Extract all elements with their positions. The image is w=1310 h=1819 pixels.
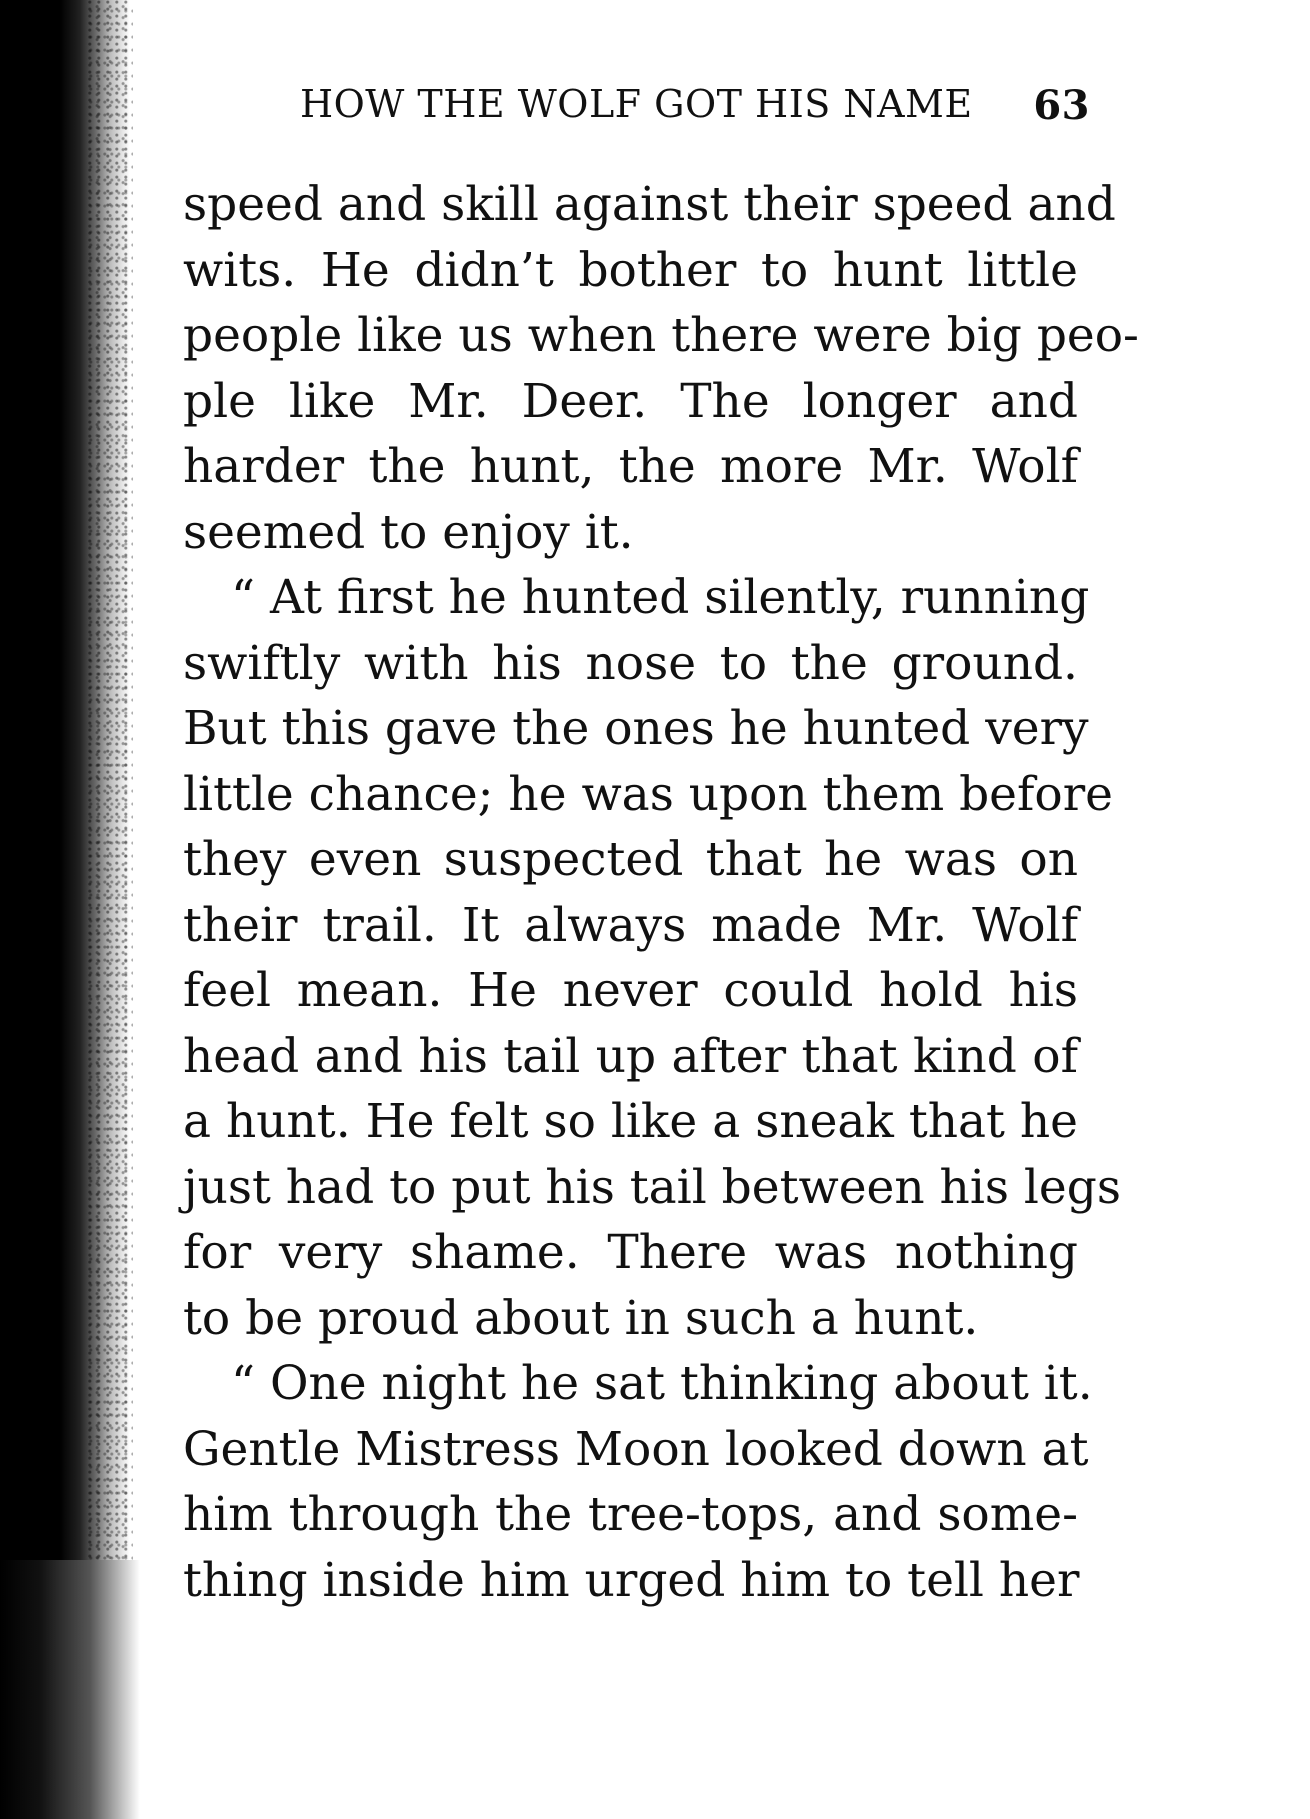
text-line: Gentle Mistress Moon looked down at: [183, 1421, 1089, 1477]
text-line: speed and skill against their speed and: [183, 177, 1116, 232]
text-line: people like us when there were big peo-: [183, 308, 1139, 363]
text-line: feel mean. He never could hold his: [183, 963, 1078, 1018]
text-line: a hunt. He felt so like a sneak that he: [183, 1094, 1078, 1149]
body-text: [183, 172, 1139, 1613]
page-number: 63: [1033, 82, 1090, 129]
text-line: harder the hunt, the more Mr. Wolf: [183, 439, 1078, 494]
text-line: him through the tree-tops, and some-: [183, 1487, 1078, 1542]
text-line: their trail. It always made Mr. Wolf: [183, 897, 1078, 953]
running-head-title: HOW THE WOLF GOT HIS NAME: [300, 82, 973, 126]
text-line: seemed to enjoy it.: [183, 504, 634, 560]
text-line: “ One night he sat thinking about it.: [231, 1356, 1093, 1411]
text-line: thing inside him urged him to tell her: [183, 1552, 1080, 1608]
text-line: head and his tail up after that kind of: [183, 1028, 1078, 1084]
text-line: wits. He didn’t bother to hunt little: [183, 242, 1078, 298]
text-line: for very shame. There was nothing: [183, 1225, 1078, 1280]
text-line: to be proud about in such a hunt.: [183, 1290, 979, 1346]
text-line: swiftly with his nose to the ground.: [183, 635, 1078, 691]
running-head: [300, 82, 1090, 142]
text-line: But this gave the ones he hunted very: [183, 701, 1089, 756]
text-line: they even suspected that he was on: [183, 832, 1078, 887]
page-gutter-shadow-bottom: [0, 1560, 140, 1819]
text-line: little chance; he was upon them before: [183, 766, 1113, 822]
scan-speckle: [88, 0, 133, 1819]
text-line: ple like Mr. Deer. The longer and: [183, 373, 1078, 429]
text-line: “ At first he hunted silently, running: [231, 570, 1090, 625]
text-line: just had to put his tail between his legs: [183, 1159, 1121, 1215]
